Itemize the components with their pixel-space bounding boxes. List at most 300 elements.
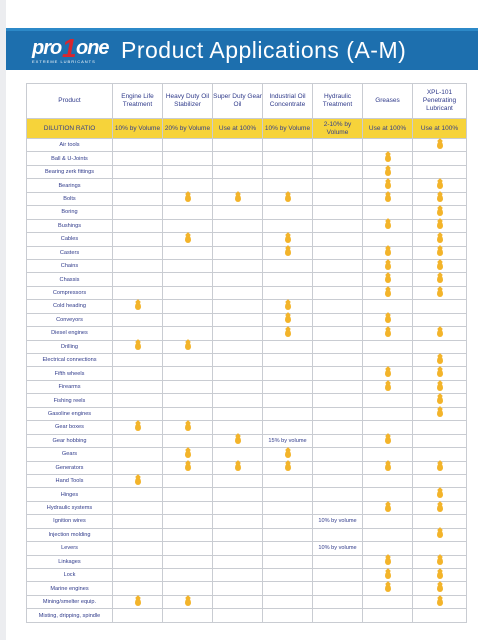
application-cell [263,488,313,501]
application-cell [413,528,467,541]
column-header-greases: Greases [363,84,413,119]
table-row [27,609,467,622]
table-row [27,313,467,326]
oil-drop-icon [285,235,291,243]
oil-drop-icon [235,463,241,471]
oil-drop-icon [285,450,291,458]
oil-drop-icon [135,423,141,431]
dilution-note: 10% by volume [318,518,357,525]
oil-drop-icon [385,275,391,283]
application-cell [213,233,263,246]
application-cell [413,286,467,299]
table-row [27,139,467,152]
table-row [27,421,467,434]
application-cell [313,246,363,259]
product-name-cell: Bolts [27,192,113,205]
dilution-ratio-row [27,119,467,139]
application-cell [413,367,467,380]
dilution-ratio-label: DILUTION RATIO [27,119,113,139]
application-cell [213,528,263,541]
application-cell [113,421,163,434]
table-row [27,300,467,313]
product-name-cell: Firearms [27,380,113,393]
application-cell [313,139,363,152]
oil-drop-icon [285,248,291,256]
application-cell [263,582,313,595]
application-cell [263,165,313,178]
table-row [27,246,467,259]
oil-drop-icon [135,302,141,310]
product-name-cell: Chassis [27,273,113,286]
application-cell [263,542,313,555]
oil-drop-icon [437,235,443,243]
application-cell [213,542,263,555]
product-sheet [6,0,478,640]
application-cell [113,367,163,380]
table-row [27,582,467,595]
application-cell [113,192,163,205]
application-cell [213,152,263,165]
product-name-cell: Drilling [27,340,113,353]
application-cell [163,609,213,622]
product-name-cell: Misting, dripping, spindle [27,609,113,622]
application-cell [163,461,213,474]
application-cell [163,233,213,246]
application-cell [113,354,163,367]
oil-drop-icon [285,302,291,310]
product-name-cell: Gears [27,448,113,461]
application-cell [113,434,163,447]
table-row [27,367,467,380]
application-cell [113,165,163,178]
oil-drop-icon [285,463,291,471]
application-cell [113,555,163,568]
product-name-cell: Boring [27,206,113,219]
pro1one-logo [32,33,112,64]
oil-drop-icon [437,289,443,297]
application-cell [363,595,413,608]
application-cell [213,501,263,514]
application-cell [363,488,413,501]
application-cell [213,380,263,393]
application-cell [263,474,313,487]
application-cell [263,555,313,568]
oil-drop-icon [437,557,443,565]
application-cell [313,179,363,192]
application-cell [113,515,163,528]
product-name-cell: Generators [27,461,113,474]
application-cell [363,555,413,568]
oil-drop-icon [385,154,391,162]
application-cell [163,582,213,595]
application-cell [163,542,213,555]
product-name-cell: Mining/smelter equip. [27,595,113,608]
application-cell [363,461,413,474]
oil-drop-icon [437,369,443,377]
application-cell [163,488,213,501]
product-name-cell: Fishing reels [27,394,113,407]
oil-drop-icon [185,598,191,606]
application-cell [263,609,313,622]
application-cell [363,474,413,487]
application-cell [213,300,263,313]
application-cell [263,595,313,608]
oil-drop-icon [437,181,443,189]
product-name-cell: Injection molding [27,528,113,541]
oil-drop-icon [285,315,291,323]
product-name-cell: Air tools [27,139,113,152]
application-cell [363,219,413,232]
application-cell [313,474,363,487]
application-cell [313,300,363,313]
application-cell [163,421,213,434]
application-cell [313,273,363,286]
table-row [27,340,467,353]
oil-drop-icon [437,248,443,256]
table-body [27,139,467,623]
application-cell [213,609,263,622]
dilution-value: Use at 100% [413,119,467,139]
application-cell [363,367,413,380]
application-cell [363,286,413,299]
oil-drop-icon [135,477,141,485]
application-cell [163,273,213,286]
application-cell [213,259,263,272]
oil-drop-icon [285,194,291,202]
table-row [27,569,467,582]
application-cell [213,313,263,326]
application-cell [313,407,363,420]
oil-drop-icon [185,235,191,243]
application-cell [313,340,363,353]
application-cell [363,313,413,326]
product-name-cell: Cold heading [27,300,113,313]
dilution-value: Use at 100% [213,119,263,139]
application-cell [163,286,213,299]
application-cell [413,421,467,434]
application-cell [113,340,163,353]
column-header-hydraulic-treatment: Hydraulic Treatment [313,84,363,119]
product-name-cell: Linkages [27,555,113,568]
application-cell [363,380,413,393]
oil-drop-icon [135,342,141,350]
application-cell [213,165,263,178]
table-row [27,448,467,461]
application-cell [213,273,263,286]
application-cell [113,488,163,501]
oil-drop-icon [385,221,391,229]
application-cell [363,407,413,420]
application-cell [213,246,263,259]
oil-drop-icon [437,530,443,538]
application-cell [313,394,363,407]
table-row [27,595,467,608]
application-cell [413,501,467,514]
application-cell [313,434,363,447]
oil-drop-icon [385,315,391,323]
application-cell [113,233,163,246]
application-cell [413,609,467,622]
oil-drop-icon [437,571,443,579]
product-name-cell: Hand Tools [27,474,113,487]
application-cell [413,273,467,286]
application-cell [113,461,163,474]
dilution-value: 20% by Volume [163,119,213,139]
oil-drop-icon [385,436,391,444]
application-cell [263,367,313,380]
application-cell [163,569,213,582]
product-name-cell: Cables [27,233,113,246]
application-cell [313,448,363,461]
application-cell [413,300,467,313]
application-cell [213,461,263,474]
application-cell [313,595,363,608]
application-cell [213,206,263,219]
table-row [27,515,467,528]
application-cell [313,569,363,582]
application-cell [413,555,467,568]
oil-drop-icon [385,463,391,471]
application-cell [363,246,413,259]
application-cell [363,273,413,286]
column-header-product: Product [27,84,113,119]
oil-drop-icon [437,275,443,283]
application-cell [213,219,263,232]
table-row [27,474,467,487]
oil-drop-icon [437,584,443,592]
application-cell [163,313,213,326]
oil-drop-icon [235,194,241,202]
application-cell [113,609,163,622]
oil-drop-icon [185,423,191,431]
application-cell [263,394,313,407]
oil-drop-icon [285,329,291,337]
oil-drop-icon [385,194,391,202]
oil-drop-icon [185,450,191,458]
application-cell [413,488,467,501]
application-cell [113,313,163,326]
application-cell [313,421,363,434]
dilution-value: Use at 100% [363,119,413,139]
application-cell [213,139,263,152]
oil-drop-icon [385,557,391,565]
application-cell [413,434,467,447]
product-name-cell: Bearings [27,179,113,192]
oil-drop-icon [437,208,443,216]
table-row [27,219,467,232]
table-row [27,152,467,165]
oil-drop-icon [437,141,443,149]
application-cell [213,192,263,205]
product-name-cell: Marine engines [27,582,113,595]
table-row [27,434,467,447]
table-row [27,407,467,420]
application-cell [113,474,163,487]
table-row [27,461,467,474]
dilution-value: 2-10% by Volume [313,119,363,139]
product-name-cell: Casters [27,246,113,259]
oil-drop-icon [437,221,443,229]
dilution-note: 15% by volume [268,437,307,444]
application-cell [113,569,163,582]
application-cell [163,219,213,232]
product-name-cell: Fifth wheels [27,367,113,380]
application-cell [263,313,313,326]
application-cell [413,461,467,474]
product-name-cell: Conveyors [27,313,113,326]
application-cell [213,327,263,340]
table-row [27,394,467,407]
application-cell [163,528,213,541]
application-cell [163,434,213,447]
application-cell [363,528,413,541]
application-cell [263,192,313,205]
application-cell [213,569,263,582]
application-cell [113,300,163,313]
application-cell [313,555,363,568]
application-cell [263,407,313,420]
application-cell [163,340,213,353]
application-cell [113,206,163,219]
application-cell [313,313,363,326]
application-cell [413,313,467,326]
oil-drop-icon [135,598,141,606]
application-cell [313,206,363,219]
application-cell [113,246,163,259]
product-name-cell: Hydraulic systems [27,501,113,514]
product-name-cell: Levers [27,542,113,555]
application-cell [113,595,163,608]
logo-tagline: EXTREME LUBRICANTS [32,59,96,64]
dilution-note: 10% by volume [318,545,357,552]
table-row [27,179,467,192]
oil-drop-icon [437,396,443,404]
page-title: Product Applications (A-M) [121,37,407,63]
application-cell [313,461,363,474]
application-cell [313,286,363,299]
oil-drop-icon [385,504,391,512]
oil-drop-icon [385,329,391,337]
oil-drop-icon [185,463,191,471]
application-cell [263,327,313,340]
table-row [27,501,467,514]
application-cell [313,327,363,340]
application-cell [213,555,263,568]
application-cell [213,595,263,608]
application-cell [313,219,363,232]
application-cell [263,421,313,434]
application-cell [313,542,363,555]
oil-drop-icon [385,369,391,377]
application-cell [213,474,263,487]
column-header-industrial-oil-concentrate: Industrial Oil Concentrate [263,84,313,119]
application-cell [163,246,213,259]
application-cell [413,407,467,420]
application-cell [263,434,313,447]
application-cell [163,206,213,219]
logo-one-text: one [76,37,109,59]
table-row [27,528,467,541]
application-cell [263,206,313,219]
product-name-cell: Electrical connections [27,354,113,367]
application-cell [263,259,313,272]
table-row [27,555,467,568]
column-header-heavy-duty-oil-stabilizer: Heavy Duty Oil Stabilizer [163,84,213,119]
application-cell [163,555,213,568]
oil-drop-icon [437,194,443,202]
application-cell [213,286,263,299]
application-cell [413,340,467,353]
application-cell [313,259,363,272]
application-cell [113,528,163,541]
application-cell [213,488,263,501]
application-cell [313,582,363,595]
application-cell [163,394,213,407]
product-name-cell: Compressors [27,286,113,299]
application-cell [263,569,313,582]
application-cell [313,528,363,541]
product-name-cell: Hinges [27,488,113,501]
application-cell [263,354,313,367]
oil-drop-icon [437,504,443,512]
table-row [27,327,467,340]
oil-drop-icon [437,383,443,391]
application-cell [313,192,363,205]
application-cell [213,582,263,595]
table-row [27,206,467,219]
application-cell [113,380,163,393]
application-cell [263,246,313,259]
application-cell [263,139,313,152]
application-cell [363,152,413,165]
dilution-value: 10% by Volume [113,119,163,139]
application-cell [263,528,313,541]
application-cell [363,515,413,528]
application-cell [163,259,213,272]
application-cell [313,233,363,246]
product-name-cell: Ignition wires [27,515,113,528]
application-cell [113,152,163,165]
application-cell [413,327,467,340]
application-cell [163,474,213,487]
application-cell [363,582,413,595]
applications-table [26,83,467,623]
application-cell [263,219,313,232]
application-cell [113,179,163,192]
application-cell [163,300,213,313]
oil-drop-icon [385,248,391,256]
product-name-cell: Lock [27,569,113,582]
application-cell [263,461,313,474]
product-name-cell: Bushings [27,219,113,232]
application-cell [113,582,163,595]
product-name-cell: Gasoline engines [27,407,113,420]
oil-drop-icon [185,194,191,202]
application-cell [413,582,467,595]
application-cell [313,515,363,528]
application-cell [163,367,213,380]
oil-drop-icon [385,383,391,391]
table-row [27,354,467,367]
application-cell [313,380,363,393]
application-cell [213,407,263,420]
table-row [27,286,467,299]
application-cell [313,165,363,178]
application-cell [113,139,163,152]
header-banner [6,28,478,70]
application-cell [363,340,413,353]
application-cell [163,139,213,152]
